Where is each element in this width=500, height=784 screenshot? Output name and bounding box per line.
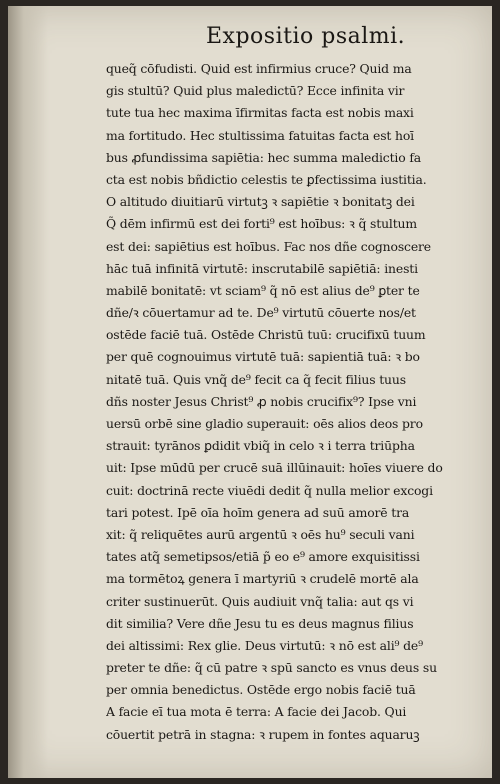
text-line: xit: q̃ reliquētes aurū argentū ꝛ oēs hu⁹ seculi vani	[106, 526, 415, 542]
text-line: uit: Ipse mūdū per crucē suā illūinauit: hoīes viuere do	[106, 460, 443, 476]
text-line: ma tormētoꝝ genera ī martyriū ꝛ crudelē mortē ala	[106, 571, 419, 587]
text-line: cōuertit petrā in stagna: ꝛ rupem in fontes aquaruꝫ	[106, 726, 420, 742]
text-line: tute tua hec maxima īfirmitas facta est nobis maxi	[106, 105, 414, 121]
text-line: cta est nobis bñdictio celestis te ꝑfectissima iustitia.	[106, 171, 427, 187]
text-line: dñs noster Jesus Christ⁹ ꝓ nobis crucifix⁹? Ipse vni	[106, 393, 417, 409]
running-head: Expositio psalmi.	[206, 24, 406, 49]
text-line: uersū orbē sine gladio superauit: oēs alios deos pro	[106, 416, 423, 431]
text-line: per quē cognouimus virtutē tuā: sapientiā tuā: ꝛ bo	[106, 349, 420, 365]
text-line: dñe/ꝛ cōuertamur ad te. De⁹ virtutū cōuerte nos/et	[106, 305, 416, 321]
text-line: mabilē bonitatē: vt sciam⁹ q̃ nō est alius de⁹ ꝑter te	[106, 282, 420, 298]
text-line: preter te dñe: q̃ cū patre ꝛ spū sancto es vnus deus su	[106, 660, 437, 676]
text-line: strauit: tyrānos ꝑdidit vbiq̃ in celo ꝛ i terra triūpha	[106, 438, 415, 454]
text-line: hāc tuā infinitā virtutē: inscrutabilē sapiētiā: inesti	[106, 260, 418, 276]
text-line: criter sustinuerūt. Quis audiuit vnq̃ talia: aut qs vi	[106, 593, 414, 609]
text-line: nitatē tuā. Quis vnq̃ de⁹ fecit ca q̃ fecit filius tuus	[106, 371, 406, 387]
book-page	[8, 6, 492, 778]
text-line: gis stultū? Quid plus maledictū? Ecce infinita vir	[106, 83, 405, 99]
text-line: ostēde faciē tuā. Ostēde Christū tuū: crucifixū tuum	[106, 327, 426, 343]
text-line: A facie eī tua mota ē terra: A facie dei Jacob. Qui	[106, 704, 407, 720]
text-line: O altitudo diuitiarū virtutꝫ ꝛ sapiētie ꝛ bonitatꝫ dei	[106, 194, 415, 210]
text-line: tari potest. Ipē oīa hoīm genera ad suū amorē tra	[106, 504, 410, 520]
text-line: est dei: sapiētius est hoībus. Fac nos dñe cognoscere	[106, 238, 431, 254]
page-gutter	[8, 6, 48, 778]
text-line: queq̃ cōfudisti. Quid est infirmius cruce? Quid ma	[106, 61, 412, 76]
text-line: dei altissimi: Rex glie. Deus virtutū: ꝛ nō est ali⁹ de⁹	[106, 637, 423, 653]
text-line: tates atq̃ semetipsos/etiā p̃ eo e⁹ amore exquisitissi	[106, 549, 420, 565]
text-line: bus ꝓfundissima sapiētia: hec summa maledictio fa	[106, 149, 422, 165]
text-line: ma fortitudo. Hec stultissima fatuitas facta est hoī	[106, 127, 414, 143]
text-line: Q̃ dēm infirmū est dei forti⁹ est hoībus: ꝛ q̃ stultum	[106, 216, 417, 232]
text-line: cuit: doctrinā recte viuēdi dedit q̃ nulla melior excogi	[106, 482, 433, 498]
text-block	[106, 58, 484, 746]
text-line: dit similia? Vere dñe Jesu tu es deus magnus filius	[106, 615, 414, 631]
text-line: per omnia benedictus. Ostēde ergo nobis faciē tuā	[106, 682, 416, 698]
